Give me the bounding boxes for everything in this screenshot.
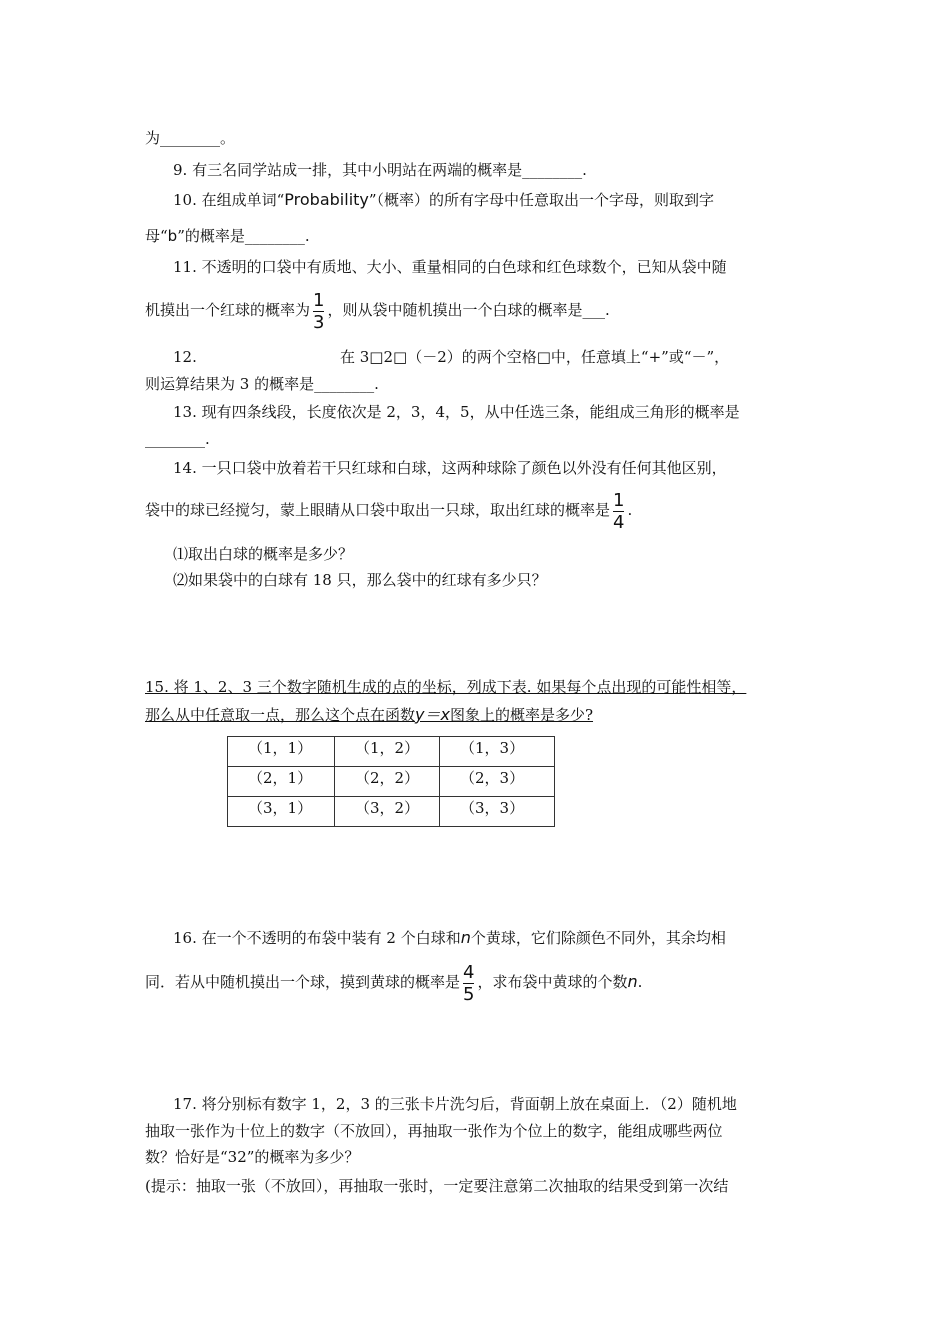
table-cell: （1，1） <box>228 737 335 767</box>
question-15-line2: 那么从中任意取一点，那么这个点在函数y＝x图象上的概率是多少? <box>145 705 594 724</box>
table-cell: （3，2） <box>335 797 440 827</box>
question-12-line2: 则运算结果为 3 的概率是________. <box>145 375 379 393</box>
question-15-line1: 15. 将 1、2、3 三个数字随机生成的点的坐标，列成下表. 如果每个点出现的可能性相等， <box>145 678 747 696</box>
question-14-line2: 袋中的球已经搅匀，蒙上眼睛从口袋中取出一只球，取出红球的概率是 $\frac{1}{4}$ . <box>145 489 633 533</box>
question-12-number: 12. <box>173 348 197 366</box>
table-cell: （3，3） <box>440 797 555 827</box>
letter-b: b <box>167 227 178 245</box>
question-13-line1: 13. 现有四条线段，长度依次是 2，3，4，5，从中任选三条，能组成三角形的概率是 <box>173 403 740 421</box>
question-9: 9. 有三名同学站成一排，其中小明站在两端的概率是________. <box>173 161 587 179</box>
question-17-line3: 数？恰好是“32”的概率为多少？ <box>145 1148 360 1166</box>
table-cell: （1，2） <box>335 737 440 767</box>
table-cell: （2，3） <box>440 767 555 797</box>
table-cell: （1，3） <box>440 737 555 767</box>
question-11-line2: 机摸出一个红球的概率为 $\frac{1}{3}$ ，则从袋中随机摸出一个白球的概率是___. <box>145 289 610 333</box>
equation-y-equals-x: y＝x <box>415 705 450 724</box>
question-10-line1: 10. 在组成单词“Probability”（概率）的所有字母中任意取出一个字母，则取到字 <box>173 190 715 209</box>
question-10-line2: 母“b”的概率是________. <box>145 227 310 245</box>
table-row <box>228 797 555 827</box>
fraction-one-third: $\frac{1}{3}$ <box>313 289 325 333</box>
variable-n: n <box>460 928 471 947</box>
question-17-line4: (提示：抽取一张（不放回），再抽取一张时，一定要注意第二次抽取的结果受到第一次结 <box>145 1177 729 1195</box>
question-16-line1: 16. 在一个不透明的布袋中装有 2 个白球和n个黄球，它们除颜色不同外，其余均相 <box>173 928 726 947</box>
table-cell: （2，1） <box>228 767 335 797</box>
question-14-sub1: ⑴取出白球的概率是多少？ <box>173 545 354 563</box>
question-11-line1: 11. 不透明的口袋中有质地、大小、重量相同的白色球和红色球数个，已知从袋中随 <box>173 258 727 276</box>
question-17-line2: 抽取一张作为十位上的数字（不放回），再抽取一张作为个位上的数字，能组成哪些两位 <box>145 1122 723 1140</box>
fraction-four-fifths: $\frac{4}{5}$ <box>463 961 475 1005</box>
prev-line: 为________。 <box>145 129 236 147</box>
word-probability: Probability <box>284 190 369 209</box>
question-14-line1: 14. 一只口袋中放着若干只红球和白球，这两种球除了颜色以外没有任何其他区别， <box>173 459 727 477</box>
coordinate-table <box>227 736 555 827</box>
question-13-line2: ________. <box>145 430 210 448</box>
table-row <box>228 737 555 767</box>
table-row <box>228 767 555 797</box>
question-16-line2: 同．若从中随机摸出一个球，摸到黄球的概率是 $\frac{4}{5}$ ，求布袋中黄球的个数n. <box>145 961 643 1005</box>
fraction-one-quarter: $\frac{1}{4}$ <box>613 489 625 533</box>
variable-n: n <box>627 972 638 991</box>
question-12-line1: 在 3□2□（－2）的两个空格□中，任意填上“+”或“－”， <box>340 348 730 366</box>
question-14-sub2: ⑵如果袋中的白球有 18 只，那么袋中的红球有多少只？ <box>173 571 547 589</box>
question-17-line1: 17. 将分别标有数字 1，2，3 的三张卡片洗匀后，背面朝上放在桌面上．（2）随机地 <box>173 1095 737 1113</box>
table-cell: （3，1） <box>228 797 335 827</box>
table-cell: （2，2） <box>335 767 440 797</box>
